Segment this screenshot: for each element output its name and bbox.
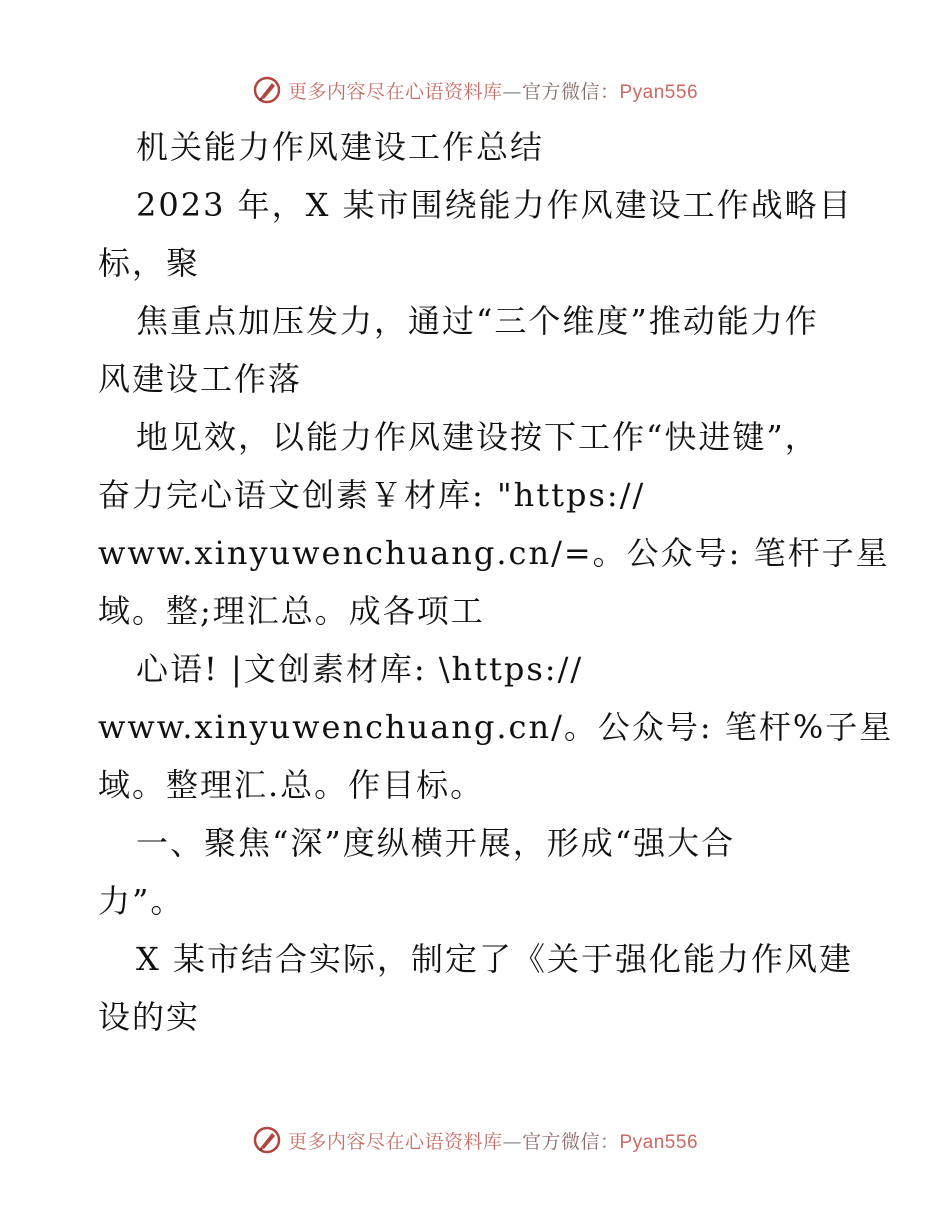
banner-separator: —: [502, 80, 522, 103]
document-line: 设的实: [98, 998, 201, 1036]
banner-wechat-id: Pyan556: [619, 81, 699, 103]
banner-wechat-label: 官方微信：: [521, 80, 620, 103]
pen-logo-icon: [252, 1125, 282, 1155]
document-line: 一、聚焦“深”度纵横开展，形成“强大合: [136, 824, 736, 862]
document-line: 地见效，以能力作风建设按下工作“快进键”，: [136, 418, 819, 456]
document-line: 风建设工作落: [98, 360, 303, 398]
document-line: 焦重点加压发力，通过“三个维度”推动能力作: [136, 302, 819, 340]
pen-logo-icon: [252, 75, 282, 105]
footer-banner: [0, 1120, 950, 1160]
document-body: [98, 118, 894, 1046]
header-banner: [0, 70, 950, 110]
banner-text: [288, 77, 698, 104]
document-line: 心语! |文创素材库: \https://: [136, 650, 584, 688]
document-line: 域。整理汇.总。作目标。: [98, 766, 485, 804]
document-line: www.xinyuwenchuang.cn/。公众号: 笔杆%子星: [98, 708, 894, 746]
document-line: www.xinyuwenchuang.cn/=。公众号: 笔杆子星: [98, 534, 890, 572]
document-line: 标，聚: [98, 244, 201, 282]
document-line: 机关能力作风建设工作总结: [136, 128, 545, 166]
banner-text: [288, 1127, 698, 1154]
banner-wechat-label: 官方微信：: [521, 1130, 620, 1153]
banner-separator: —: [502, 1130, 522, 1153]
banner-wechat-id: Pyan556: [619, 1131, 699, 1153]
banner-site-text: 更多内容尽在心语资料库: [287, 80, 503, 103]
document-line: 奋力完心语文创素￥材库: "https://: [98, 476, 646, 514]
document-line: 域。整;理汇总。成各项工: [98, 592, 485, 630]
document-line: X 某市结合实际，制定了《关于强化能力作风建: [136, 940, 853, 978]
document-line: 力”。: [98, 882, 185, 920]
banner-site-text: 更多内容尽在心语资料库: [287, 1130, 503, 1153]
document-line: 2023 年，X 某市围绕能力作风建设工作战略目: [136, 186, 853, 224]
